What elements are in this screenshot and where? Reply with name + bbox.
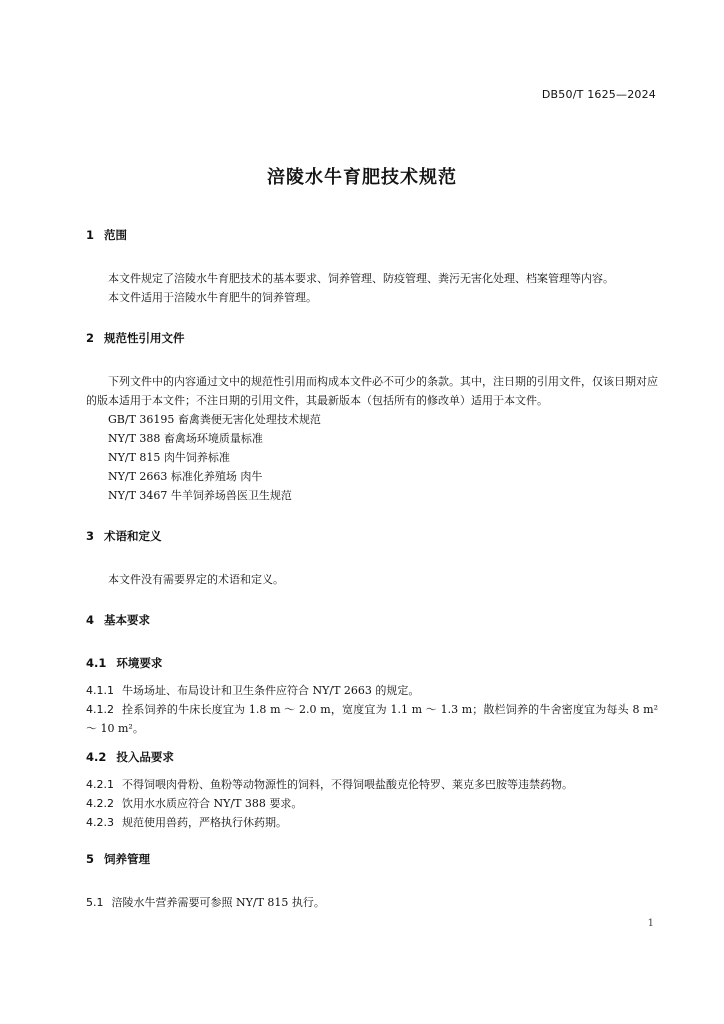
document-code: DB50/T 1625—2024: [541, 88, 656, 101]
clause-text: 牛场场址、布局设计和卫生条件应符合 NY/T 2663 的规定。: [122, 684, 420, 697]
clause-item: [86, 794, 658, 813]
section-number: 5: [86, 852, 95, 866]
clause-item: [86, 813, 658, 832]
clause-item: [86, 681, 658, 700]
clause-item: [86, 700, 658, 738]
clause-number: 5.1: [86, 896, 104, 909]
section-title: 范围: [104, 228, 128, 242]
subsection-title: 环境要求: [116, 656, 163, 670]
section-heading-terms: [86, 527, 658, 546]
clause-item: [86, 893, 658, 912]
clause-text: 饮用水水质应符合 NY/T 388 要求。: [122, 797, 303, 810]
section-heading-scope: [86, 226, 658, 245]
section-title: 基本要求: [104, 613, 151, 627]
clause-number: 4.2.2: [86, 797, 114, 810]
reference-item: GB/T 36195 畜禽粪便无害化处理技术规范: [108, 413, 321, 426]
section-heading-normative-references: [86, 329, 658, 348]
paragraph: 本文件适用于涪陵水牛育肥牛的饲养管理。: [108, 291, 317, 304]
subsection-heading-environment: [86, 654, 658, 673]
section-heading-basic-requirements: [86, 611, 658, 630]
section-heading-feeding-management: [86, 850, 658, 869]
section-title: 规范性引用文件: [104, 331, 185, 345]
clause-number: 4.1.1: [86, 684, 114, 697]
clause-number: 4.2.3: [86, 816, 114, 829]
reference-item: NY/T 2663 标准化养殖场 肉牛: [108, 470, 263, 483]
subsection-number: 4.2: [86, 750, 107, 764]
section-title: 术语和定义: [104, 529, 162, 543]
reference-item: NY/T 388 畜禽场环境质量标准: [108, 432, 263, 445]
section-number: 1: [86, 228, 95, 242]
clause-number: 4.1.2: [86, 703, 114, 716]
clause-text: 规范使用兽药，严格执行休药期。: [122, 816, 287, 829]
section-number: 2: [86, 331, 95, 345]
paragraph: 本文件规定了涪陵水牛育肥技术的基本要求、饲养管理、防疫管理、粪污无害化处理、档案管理等内容。: [108, 272, 614, 285]
section-title: 饲养管理: [104, 852, 151, 866]
document-title: 涪陵水牛育肥技术规范: [267, 167, 457, 188]
reference-item: NY/T 3467 牛羊饲养场兽医卫生规范: [108, 489, 292, 502]
subsection-heading-inputs: [86, 748, 658, 767]
section-number: 4: [86, 613, 95, 627]
clause-item: [86, 775, 658, 794]
clause-text: 涪陵水牛营养需要可参照 NY/T 815 执行。: [111, 896, 325, 909]
clause-text: 不得饲喂肉骨粉、鱼粉等动物源性的饲料，不得饲喂盐酸克伦特罗、莱克多巴胺等违禁药物。: [122, 778, 573, 791]
paragraph: 下列文件中的内容通过文中的规范性引用而构成本文件必不可少的条款。其中，注日期的引用文件，仅该日期对应的版本适用于本文件；不注日期的引用文件，其最新版本（包括所有的修改单）适用于本文件。: [86, 375, 658, 407]
subsection-number: 4.1: [86, 656, 107, 670]
page-number: 1: [647, 918, 654, 929]
paragraph: 本文件没有需要界定的术语和定义。: [108, 573, 284, 586]
clause-text: 拴系饲养的牛床长度宜为 1.8 m ～ 2.0 m，宽度宜为 1.1 m ～ 1.3 m；散栏饲养的牛舍密度宜为每头 8 m² ～ 10 m²。: [86, 703, 658, 735]
section-number: 3: [86, 529, 95, 543]
clause-number: 4.2.1: [86, 778, 114, 791]
subsection-title: 投入品要求: [116, 750, 174, 764]
reference-item: NY/T 815 肉牛饲养标准: [108, 451, 230, 464]
document-body: [86, 226, 658, 912]
